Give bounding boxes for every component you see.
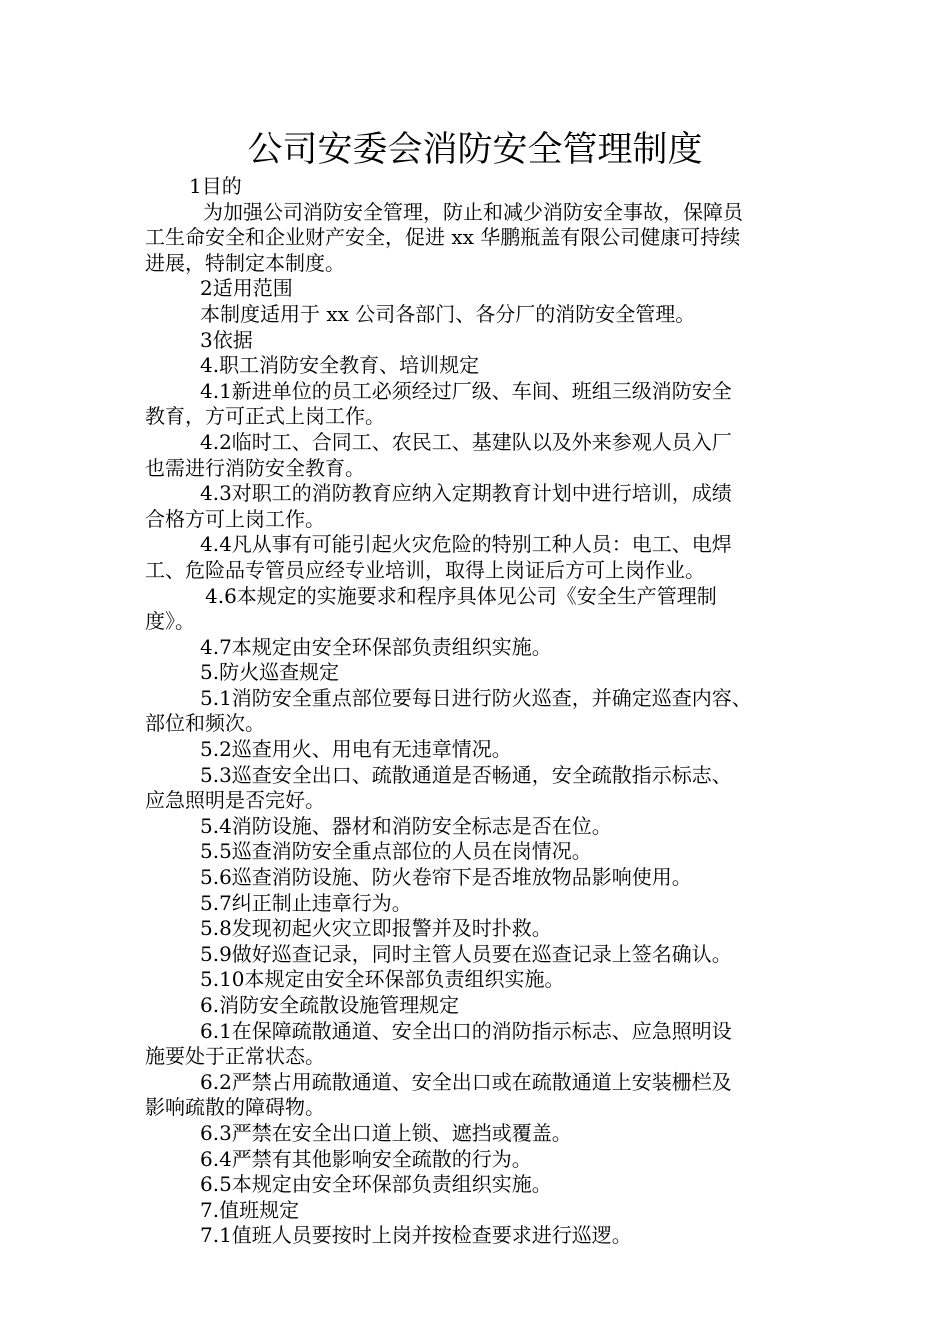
paragraph-line: 施要处于正常状态。 <box>145 1044 325 1069</box>
paragraph-line: 6.1在保障疏散通道、安全出口的消防指示标志、应急照明设 <box>200 1018 732 1043</box>
paragraph-line: 4.1新进单位的员工必须经过厂级、车间、班组三级消防安全 <box>200 378 732 403</box>
paragraph-line: 7.1值班人员要按时上岗并按检查要求进行巡逻。 <box>200 1223 632 1248</box>
paragraph-line: 合格方可上岗工作。 <box>145 506 325 531</box>
paragraph-line: 度》。 <box>145 609 195 634</box>
paragraph-line: 6.4严禁有其他影响安全疏散的行为。 <box>200 1146 532 1171</box>
paragraph-line: 5.2巡查用火、用电有无违章情况。 <box>200 737 512 762</box>
paragraph-line: 5.6巡查消防设施、防火卷帘下是否堆放物品影响使用。 <box>200 865 692 890</box>
paragraph-line: 5.1消防安全重点部位要每日进行防火巡查，并确定巡查内容、 <box>200 685 752 710</box>
paragraph-line: 5.5巡查消防安全重点部位的人员在岗情况。 <box>200 839 592 864</box>
paragraph-line: 5.8发现初起火灾立即报警并及时扑救。 <box>200 916 552 941</box>
paragraph-line: 4.职工消防安全教育、培训规定 <box>200 353 480 378</box>
paragraph-line: 7.值班规定 <box>200 1197 300 1222</box>
paragraph-line: 进展，特制定本制度。 <box>145 250 345 275</box>
paragraph-line: 5.4消防设施、器材和消防安全标志是否在位。 <box>200 813 612 838</box>
paragraph-line: 2适用范围 <box>200 276 293 301</box>
document-title: 公司安委会消防安全管理制度 <box>247 130 703 170</box>
paragraph-line: 工生命安全和企业财产安全，促进 xx 华鹏瓶盖有限公司健康可持续 <box>145 225 741 250</box>
paragraph-line: 教育，方可正式上岗工作。 <box>145 404 385 429</box>
paragraph-line: 5.3巡查安全出口、疏散通道是否畅通，安全疏散指示标志、 <box>200 762 732 787</box>
paragraph-line: 4.2临时工、合同工、农民工、基建队以及外来参观人员入厂 <box>200 429 732 454</box>
paragraph-line: 应急照明是否完好。 <box>145 788 325 813</box>
paragraph-line: 本制度适用于 xx 公司各部门、各分厂的消防安全管理。 <box>200 301 696 326</box>
paragraph-line: 6.消防安全疏散设施管理规定 <box>200 993 460 1017</box>
paragraph-line: 6.5本规定由安全环保部负责组织实施。 <box>200 1172 552 1197</box>
paragraph-line: 5.9做好巡查记录，同时主管人员要在巡查记录上签名确认。 <box>200 941 732 966</box>
paragraph-line: 4.6本规定的实施要求和程序具体见公司《安全生产管理制 <box>205 583 717 608</box>
document-body <box>145 174 825 1249</box>
paragraph-line: 工、危险品专管员应经专业培训，取得上岗证后方可上岗作业。 <box>145 557 705 582</box>
paragraph-line: 4.4凡从事有可能引起火灾危险的特别工种人员：电工、电焊 <box>200 532 732 557</box>
paragraph-line: 4.7本规定由安全环保部负责组织实施。 <box>200 634 552 659</box>
paragraph-line: 6.2严禁占用疏散通道、安全出口或在疏散通道上安装栅栏及 <box>200 1069 732 1094</box>
paragraph-line: 6.3严禁在安全出口道上锁、遮挡或覆盖。 <box>200 1120 572 1145</box>
paragraph-line: 3依据 <box>200 327 253 352</box>
paragraph-line: 1目的 <box>189 174 242 198</box>
paragraph-line: 影响疏散的障碍物。 <box>145 1095 325 1120</box>
paragraph-line: 也需进行消防安全教育。 <box>145 455 365 480</box>
paragraph-line: 4.3对职工的消防教育应纳入定期教育计划中进行培训，成绩 <box>200 481 732 506</box>
paragraph-line: 5.10本规定由安全环保部负责组织实施。 <box>200 967 565 992</box>
paragraph-line: 为加强公司消防安全管理，防止和减少消防安全事故，保障员 <box>203 199 743 224</box>
paragraph-line: 部位和频次。 <box>145 711 265 736</box>
paragraph-line: 5.防火巡查规定 <box>200 660 340 685</box>
paragraph-line: 5.7纠正制止违章行为。 <box>200 890 412 915</box>
